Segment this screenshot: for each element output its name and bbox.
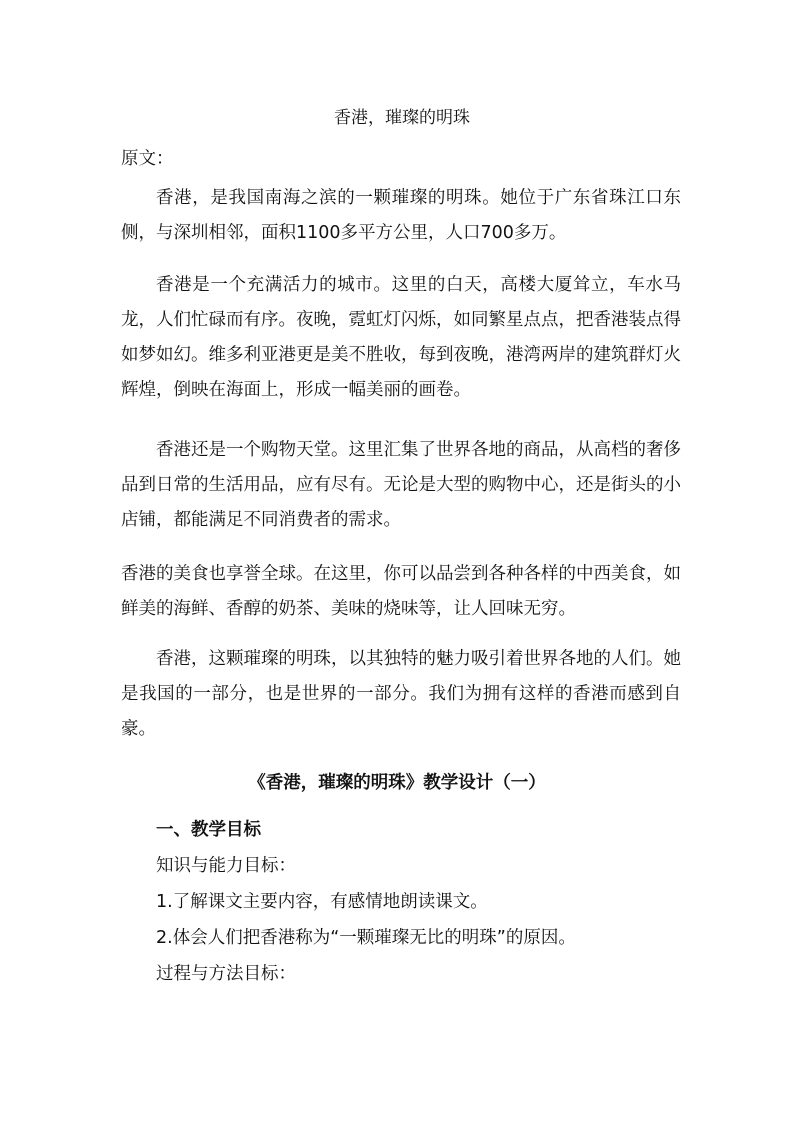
paragraph-2: 香港是一个充满活力的城市。这里的白天，高楼大厦耸立，车水马龙，人们忙碌而有序。夜晚，霓虹灯闪烁，如同繁星点点，把香港装点得如梦如幻。维多利亚港更是美不胜收，每到夜晚，港湾两岸的建筑群灯火辉煌，倒映在海面上，形成一幅美丽的画卷。 xyxy=(121,275,681,400)
goal-item-1: 1.了解课文主要内容，有感情地朗读课文。 xyxy=(156,892,488,912)
teaching-goals xyxy=(156,812,686,992)
paragraph-4: 香港的美食也享誉全球。在这里，你可以品尝到各种各样的中西美食，如鲜美的海鲜、香醇的奶茶、美味的烧味等，让人回味无穷。 xyxy=(121,564,681,619)
paragraph-food xyxy=(121,557,681,627)
goal-item-2: 2.体会人们把香港称为“一颗璀璨无比的明珠”的原因。 xyxy=(156,928,576,948)
document-title: 香港，璀璨的明珠 xyxy=(334,108,470,128)
paragraph-5: 香港，这颗璀璨的明珠，以其独特的魅力吸引着世界各地的人们。她是我国的一部分，也是世界的一部分。我们为拥有这样的香港而感到自豪。 xyxy=(121,649,681,739)
paragraph-intro xyxy=(121,181,681,251)
knowledge-goal-label: 知识与能力目标： xyxy=(156,856,296,876)
paragraph-3: 香港还是一个购物天堂。这里汇集了世界各地的商品，从高档的奢侈品到日常的生活用品，应有尽有。无论是大型的购物中心，还是街头的小店铺，都能满足不同消费者的需求。 xyxy=(121,440,681,530)
paragraph-city xyxy=(121,268,681,408)
paragraph-shopping xyxy=(121,433,681,538)
paragraph-conclusion xyxy=(121,642,681,747)
process-goal-label: 过程与方法目标： xyxy=(156,964,296,984)
original-text-label: 原文： xyxy=(121,149,174,169)
section-heading: 一、教学目标 xyxy=(156,820,261,840)
paragraph-1: 香港，是我国南海之滨的一颗璀璨的明珠。她位于广东省珠江口东侧，与深圳相邻，面积1100多平方公里，人口700多万。 xyxy=(121,188,681,243)
design-title: 《香港，璀璨的明珠》教学设计（一） xyxy=(248,773,546,793)
